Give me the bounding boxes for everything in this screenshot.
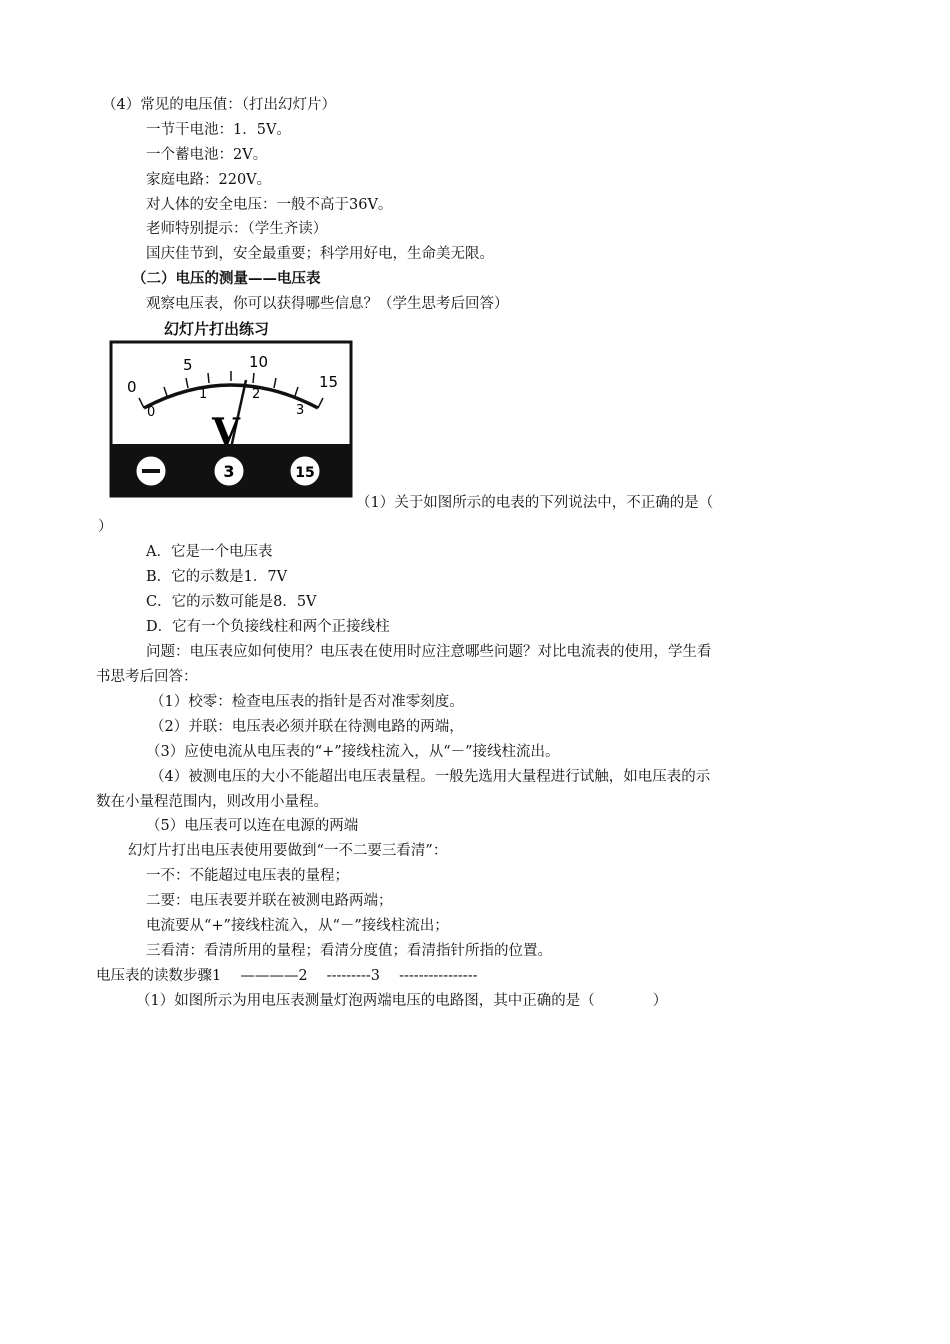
voltage-value-safe: 对人体的安全电压：一般不高于36V。 bbox=[146, 197, 393, 213]
usage-rule-parallel: （2）并联：电压表必须并联在待测电路的两端， bbox=[150, 719, 464, 735]
upper-label-5: 5 bbox=[183, 356, 193, 374]
section-2-heading: （二）电压的测量——电压表 bbox=[132, 271, 321, 287]
upper-label-15: 15 bbox=[319, 373, 339, 391]
usage-question-line-2: 书思考后回答： bbox=[96, 669, 198, 685]
summary-rule-two: 二要：电压表要并联在被测电路两端； bbox=[146, 893, 393, 909]
option-a: A．它是一个电压表 bbox=[146, 544, 273, 560]
option-d: D．它有一个负接线柱和两个正接线柱 bbox=[146, 619, 390, 635]
voltmeter-figure bbox=[109, 340, 353, 498]
voltage-value-household: 家庭电路：220V。 bbox=[146, 172, 272, 188]
slide-caption: 幻灯片打出练习 bbox=[164, 320, 270, 338]
usage-question-line-1: 问题：电压表应如何使用？电压表在使用时应注意哪些问题？对比电流表的使用，学生看 bbox=[146, 644, 712, 660]
lower-label-2: 2 bbox=[252, 387, 261, 402]
lower-label-3: 3 bbox=[296, 403, 305, 418]
upper-label-0: 0 bbox=[127, 378, 137, 396]
section-4-title: （4）常见的电压值：（打出幻灯片） bbox=[102, 97, 336, 113]
upper-label-10: 10 bbox=[249, 353, 269, 371]
voltmeter-symbol: V bbox=[212, 411, 240, 453]
usage-rule-range-line-1: （4）被测电压的大小不能超出电压表量程。一般先选用大量程进行试触，如电压表的示 bbox=[150, 769, 711, 785]
usage-rule-source: （5）电压表可以连在电源的两端 bbox=[146, 818, 359, 834]
option-c: C．它的示数可能是8．5V bbox=[146, 594, 317, 610]
voltage-value-dry-cell: 一节干电池：1．5V。 bbox=[146, 122, 291, 138]
question-1-stem: （1）关于如图所示的电表的下列说法中，不正确的是（ bbox=[356, 495, 714, 511]
usage-rule-zero: （1）校零：检查电压表的指针是否对准零刻度。 bbox=[150, 694, 464, 710]
safety-slogan: 国庆佳节到，安全最重要；科学用好电，生命美无限。 bbox=[146, 246, 494, 262]
option-b: B．它的示数是1．7V bbox=[146, 569, 288, 585]
summary-rule-three: 三看清：看清所用的量程；看清分度值；看清指针所指的位置。 bbox=[146, 943, 552, 959]
summary-rule-current: 电流要从“+”接线柱流入，从“－”接线柱流出； bbox=[146, 918, 449, 934]
terminal-15-icon bbox=[289, 455, 321, 487]
question-2-stem: （1）如图所示为用电压表测量灯泡两端电压的电路图，其中正确的是（ ） bbox=[136, 993, 668, 1009]
usage-rule-direction: （3）应使电流从电压表的“+”接线柱流入，从“－”接线柱流出。 bbox=[146, 744, 560, 760]
reading-steps: 电压表的读数步骤1 ————2 ---------3 ---------------- bbox=[96, 968, 478, 984]
terminal-3-icon bbox=[213, 455, 245, 487]
negative-terminal-icon bbox=[135, 455, 167, 487]
lower-label-1: 1 bbox=[199, 387, 208, 402]
terminal-15-label: 15 bbox=[295, 465, 315, 481]
teacher-tip: 老师特别提示：（学生齐读） bbox=[146, 221, 328, 237]
summary-rule-one: 一不：不能超过电压表的量程； bbox=[146, 868, 349, 884]
terminal-3-label: 3 bbox=[223, 462, 235, 481]
question-1-stem-end: ） bbox=[98, 519, 113, 535]
observe-prompt: 观察电压表，你可以获得哪些信息？（学生思考后回答） bbox=[146, 296, 509, 312]
slide-summary-intro: 幻灯片打出电压表使用要做到“一不二要三看清”： bbox=[128, 843, 448, 859]
lower-label-0: 0 bbox=[147, 405, 156, 420]
voltage-value-battery: 一个蓄电池：2V。 bbox=[146, 147, 268, 163]
usage-rule-range-line-2: 数在小量程范围内，则改用小量程。 bbox=[96, 794, 328, 810]
